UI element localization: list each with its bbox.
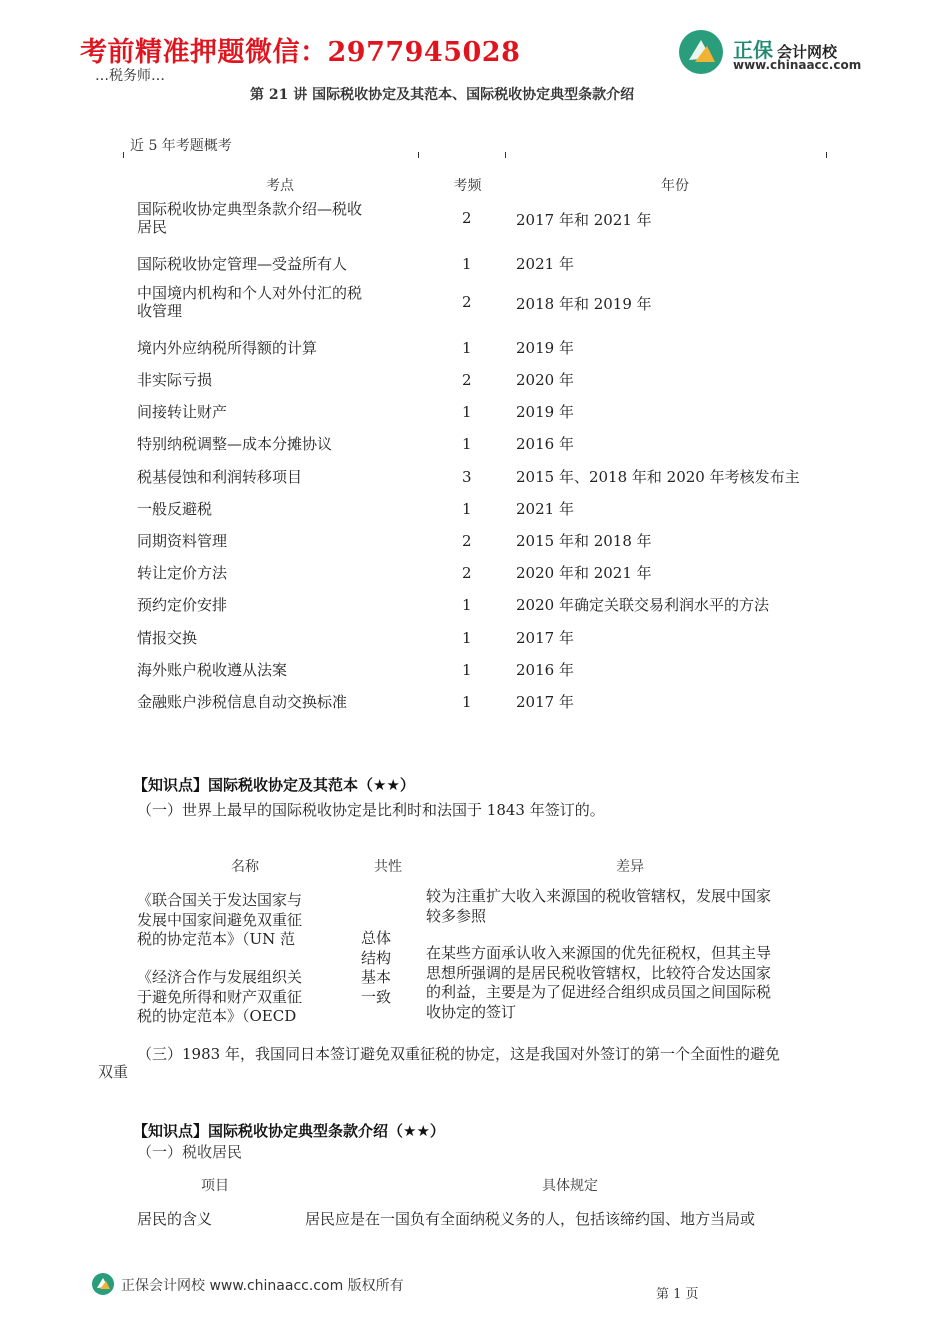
oecd-diff-line: 思想所强调的是居民税收管辖权，比较符合发达国家 xyxy=(426,963,772,982)
oecd-name-line: 税的协定范本》（OECD xyxy=(137,1007,297,1025)
common-line: 一致 xyxy=(361,987,392,1006)
resident-table-header-item: 项目 xyxy=(201,1178,229,1194)
logo-url: www.chinaacc.com xyxy=(733,58,862,72)
exam-row-years: 2015 年、2018 年和 2020 年考核发布主 xyxy=(516,468,800,486)
exam-row-topic-line: 收管理 xyxy=(137,302,183,320)
exam-row-topic-line: 中国境内机构和个人对外付汇的税 xyxy=(137,284,363,302)
un-name-line: 发展中国家间避免双重征 xyxy=(137,910,303,929)
paragraph-cut-fragment: 双重 xyxy=(98,1063,129,1081)
cut-left-fragment: …税务师… xyxy=(95,68,165,84)
table-border-tick xyxy=(123,152,124,158)
footer-logo-icon xyxy=(91,1272,115,1296)
logo-main-text: 正保 xyxy=(733,38,773,62)
exam-row-frequency: 2 xyxy=(462,293,472,311)
model-table-header-common: 共性 xyxy=(374,859,402,875)
exam-row-years: 2019 年 xyxy=(516,339,574,357)
exam-row-years: 2020 年 xyxy=(516,371,574,389)
exam-row-frequency: 1 xyxy=(462,661,472,679)
promo-banner: 考前精准押题微信：2977945028 xyxy=(80,37,521,68)
exam-row-frequency: 1 xyxy=(462,596,472,614)
oecd-model-diff xyxy=(426,944,826,1022)
footer-page-number: 第 1 页 xyxy=(656,1287,699,1302)
oecd-diff-line: 在某些方面承认收入来源国的优先征税权，但其主导 xyxy=(426,944,772,962)
exam-row-topic: 同期资料管理 xyxy=(137,532,228,550)
exam-table-header-freq: 考频 xyxy=(453,178,482,194)
subsection-tax-resident: （一）税收居民 xyxy=(137,1143,243,1161)
common-line: 基本 xyxy=(361,968,392,986)
common-line: 结构 xyxy=(361,948,392,967)
exam-row-topic: 境内外应纳税所得额的计算 xyxy=(137,339,318,357)
oecd-name-line: 《经济合作与发展组织关 xyxy=(137,968,303,986)
paragraph-first-comprehensive-treaty: （三）1983 年，我国同日本签订避免双重征税的协定，这是我国对外签订的第一个全面性的避免 xyxy=(137,1045,780,1063)
exam-row-frequency: 2 xyxy=(462,532,472,550)
common-line: 总体 xyxy=(361,929,392,947)
exam-row-topic-line: 居民 xyxy=(137,218,168,236)
exam-row-topic: 一般反避税 xyxy=(137,500,213,518)
exam-row-topic-line: 国际税收协定典型条款介绍—税收 xyxy=(137,200,363,218)
exam-row-topic: 转让定价方法 xyxy=(137,564,228,582)
exam-row-years: 2018 年和 2019 年 xyxy=(516,295,652,313)
paragraph-earliest-treaty: （一）世界上最早的国际税收协定是比利时和法国于 1843 年签订的。 xyxy=(137,801,605,819)
exam-row-years: 2017 年 xyxy=(516,629,574,647)
exam-row-frequency: 1 xyxy=(462,629,472,647)
exam-row-frequency: 3 xyxy=(462,468,472,486)
exam-row-years: 2021 年 xyxy=(516,255,574,273)
un-model-diff xyxy=(426,887,826,926)
exam-row-frequency: 2 xyxy=(462,209,472,227)
un-name-line: 《联合国关于发达国家与 xyxy=(137,891,303,909)
exam-row-frequency: 1 xyxy=(462,339,472,357)
oecd-diff-line: 的利益，主要是为了促进经合组织成员国之间国际税 xyxy=(426,983,772,1001)
oecd-model-name xyxy=(137,968,337,1027)
exam-row-frequency: 2 xyxy=(462,564,472,582)
exam-row-frequency: 1 xyxy=(462,693,472,711)
table-border-tick xyxy=(826,152,827,158)
exam-row-frequency: 1 xyxy=(462,500,472,518)
exam-row-years: 2021 年 xyxy=(516,500,574,518)
resident-row-item: 居民的含义 xyxy=(137,1210,213,1228)
resident-table-header-rule: 具体规定 xyxy=(542,1178,598,1194)
logo-sub-text: 会计网校 xyxy=(777,43,838,61)
exam-row-years: 2020 年确定关联交易利润水平的方法 xyxy=(516,596,769,614)
exam-row-frequency: 1 xyxy=(462,403,472,421)
exam-row-topic: 海外账户税收遵从法案 xyxy=(137,661,288,679)
exam-table-header-years: 年份 xyxy=(661,178,689,194)
chinaacc-logo-icon xyxy=(677,28,725,76)
model-common-cell xyxy=(361,929,401,1007)
oecd-diff-line: 收协定的签订 xyxy=(426,1002,517,1021)
exam-row-years: 2016 年 xyxy=(516,435,574,453)
exam-row-years: 2020 年和 2021 年 xyxy=(516,564,652,582)
exam-row-years: 2017 年 xyxy=(516,693,574,711)
un-diff-line: 较多参照 xyxy=(426,906,487,925)
exam-row-topic xyxy=(137,284,362,320)
model-table-header-name: 名称 xyxy=(231,859,259,875)
exam-table-header-topic: 考点 xyxy=(266,178,294,194)
table-border-tick xyxy=(418,152,419,158)
exam-row-frequency: 1 xyxy=(462,435,472,453)
exam-row-topic: 金融账户涉税信息自动交换标准 xyxy=(137,693,348,711)
resident-row-rule: 居民应是在一国负有全面纳税义务的人，包括该缔约国、地方当局或 xyxy=(305,1210,756,1228)
oecd-name-line: 于避免所得和财产双重征 xyxy=(137,987,303,1006)
footer-copyright: 正保会计网校 www.chinaacc.com 版权所有 xyxy=(121,1278,404,1294)
section-heading-typical-clauses: 【知识点】国际税收协定典型条款介绍（★★） xyxy=(133,1122,445,1140)
exam-row-frequency: 2 xyxy=(462,371,472,389)
exam-row-topic: 税基侵蚀和利润转移项目 xyxy=(137,468,303,486)
exam-row-topic: 预约定价安排 xyxy=(137,596,228,614)
exam-row-topic: 间接转让财产 xyxy=(137,403,228,421)
un-diff-line: 较为注重扩大收入来源国的税收管辖权，发展中国家 xyxy=(426,887,772,905)
exam-row-topic: 国际税收协定管理—受益所有人 xyxy=(137,255,348,273)
un-model-name xyxy=(137,891,337,950)
exam-row-years: 2016 年 xyxy=(516,661,574,679)
exam-row-topic: 特别纳税调整—成本分摊协议 xyxy=(137,435,333,453)
un-name-line: 税的协定范本》（UN 范 xyxy=(137,930,296,948)
exam-row-years: 2019 年 xyxy=(516,403,574,421)
section-heading-treaty-models: 【知识点】国际税收协定及其范本（★★） xyxy=(133,776,415,794)
cut-title-fragment: 第 21 讲 国际税收协定及其范本、国际税收协定典型条款介绍 xyxy=(250,87,635,103)
exam-row-topic xyxy=(137,200,362,236)
exam-row-topic: 非实际亏损 xyxy=(137,371,213,389)
exam-row-topic: 情报交换 xyxy=(137,629,198,647)
table-border-tick xyxy=(505,152,506,158)
model-table-header-diff: 差异 xyxy=(616,859,644,875)
exam-row-frequency: 1 xyxy=(462,255,472,273)
exam-row-years: 2017 年和 2021 年 xyxy=(516,211,652,229)
exam-row-years: 2015 年和 2018 年 xyxy=(516,532,652,550)
cut-sub-fragment: 近 5 年考题概考 xyxy=(130,138,232,154)
